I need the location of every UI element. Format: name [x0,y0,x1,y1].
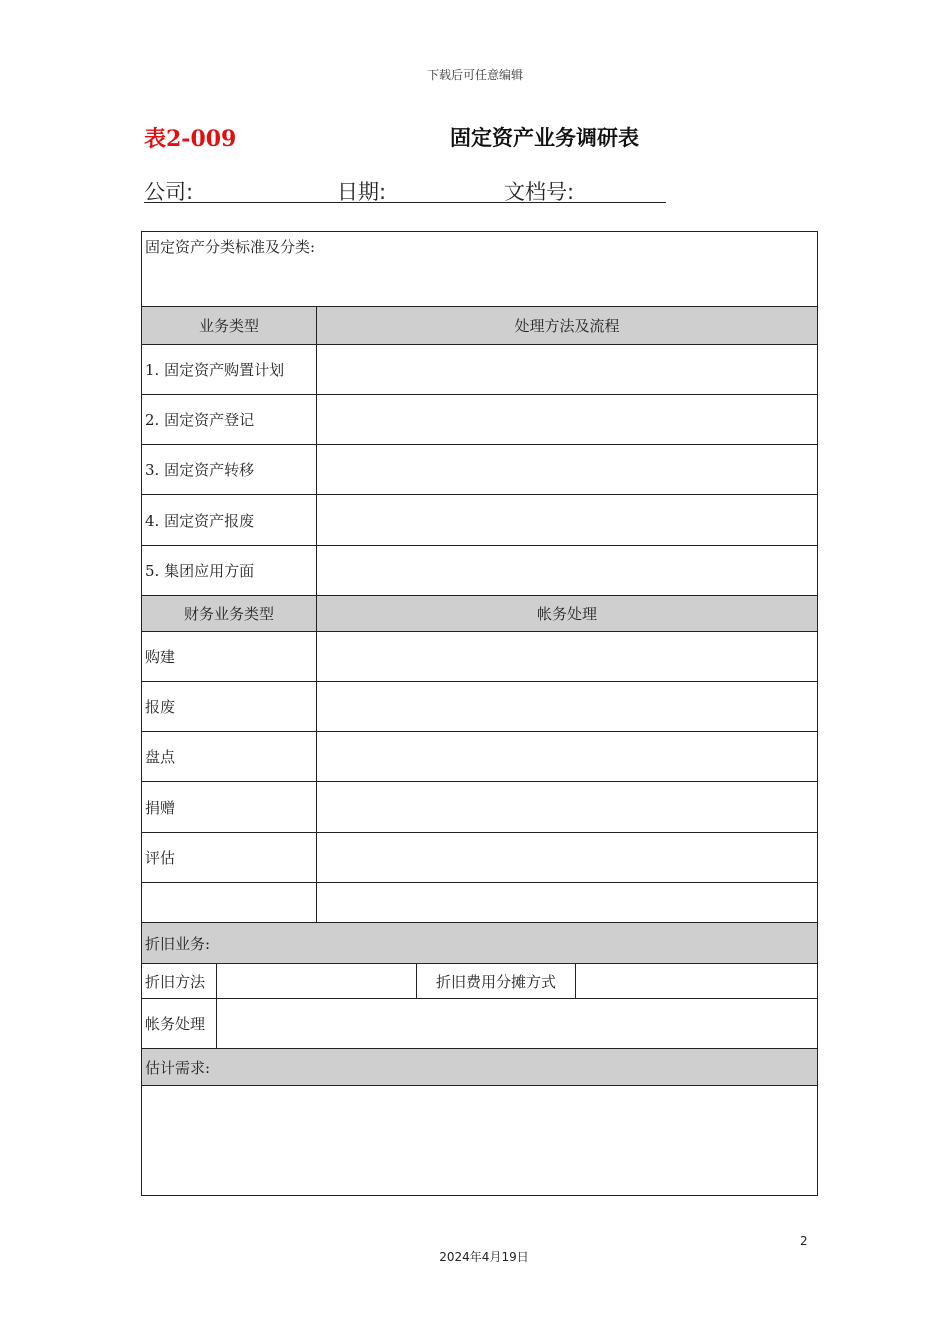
depreciation-accounting-input[interactable] [217,999,817,1049]
business-type-header-text: 业务类型 [198,317,259,335]
accounting-header [317,596,817,632]
process-method-header-text: 处理方法及流程 [514,317,620,335]
table-row-label [142,682,317,732]
form-code: 表2-009 [144,126,237,152]
process-input-cell[interactable] [317,445,817,495]
row-label: 评估 [145,849,176,867]
row-label: 5. 集团应用方面 [145,562,255,580]
table-row-label [142,833,317,883]
table-row-label [142,546,317,596]
table-row-label [142,732,317,782]
business-type-header [142,307,317,345]
process-input-cell[interactable] [317,546,817,596]
allocation-method-text: 折旧费用分摊方式 [435,972,556,991]
estimate-header-text: 估计需求: [145,1058,211,1077]
row-label: 报废 [145,698,176,716]
process-input-cell[interactable] [317,495,817,546]
table-row-label [142,782,317,833]
survey-table [141,231,818,1196]
date-label: 日期: [337,180,387,204]
row-label: 1. 固定资产购置计划 [145,361,285,379]
process-method-header [317,307,817,345]
row-label: 2. 固定资产登记 [145,411,255,429]
process-input-cell[interactable] [317,345,817,395]
depreciation-header [142,923,817,964]
depreciation-method-text: 折旧方法 [145,972,206,991]
accounting-header-text: 帐务处理 [536,605,597,623]
table-row-label [142,345,317,395]
row-label: 4. 固定资产报废 [145,511,255,530]
accounting-input-cell[interactable] [317,732,817,782]
row-label: 购建 [145,648,176,666]
depreciation-method-label [142,964,217,999]
table-row-label [142,395,317,445]
accounting-input-cell[interactable] [317,833,817,883]
docno-label: 文档号: [504,180,575,204]
company-label: 公司: [144,180,194,204]
accounting-input-cell[interactable] [317,632,817,682]
page-number: 2 [800,1234,808,1248]
table-row-label [142,632,317,682]
classification-cell[interactable] [142,232,817,307]
table-row-label [142,445,317,495]
accounting-input-cell[interactable] [317,682,817,732]
meta-line [144,174,666,203]
accounting-input-cell[interactable] [317,883,817,923]
allocation-method-label [417,964,576,999]
depreciation-header-text: 折旧业务: [145,934,211,953]
header-note: 下载后可任意编辑 [426,68,523,82]
estimate-input-area[interactable] [142,1086,817,1194]
classification-label: 固定资产分类标准及分类: [145,238,316,256]
depreciation-accounting-text: 帐务处理 [145,1015,206,1033]
process-input-cell[interactable] [317,395,817,445]
page-title: 固定资产业务调研表 [450,126,639,150]
accounting-input-cell[interactable] [317,782,817,833]
table-row-label [142,495,317,546]
row-label: 3. 固定资产转移 [145,461,255,479]
row-label: 盘点 [145,748,176,766]
depreciation-accounting-label [142,999,217,1049]
finance-type-header-text: 财务业务类型 [183,605,274,623]
allocation-method-input[interactable] [576,964,817,999]
estimate-header [142,1049,817,1086]
row-label: 捐赠 [145,798,176,817]
footer-date: 2024年4月19日 [439,1250,529,1264]
finance-type-header [142,596,317,632]
depreciation-method-input[interactable] [217,964,417,999]
empty-row-label-cell[interactable] [142,883,317,923]
